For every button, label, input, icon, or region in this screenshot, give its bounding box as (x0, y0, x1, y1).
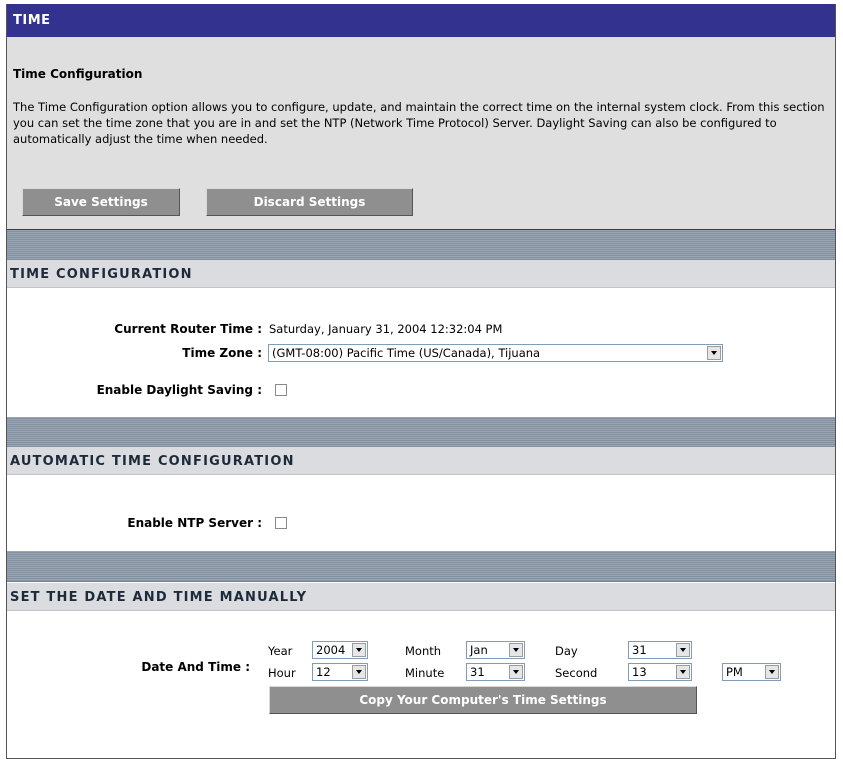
intro-heading: Time Configuration (13, 67, 143, 81)
month-select[interactable] (466, 641, 525, 659)
chevron-down-icon (352, 643, 366, 657)
daylight-saving-checkbox[interactable] (275, 384, 287, 396)
minute-label: Minute (405, 666, 445, 680)
time-zone-select[interactable] (268, 344, 723, 362)
day-label: Day (555, 644, 578, 658)
save-settings-button[interactable]: Save Settings (22, 188, 180, 216)
chevron-down-icon (707, 346, 721, 360)
section-header-automatic-time-configuration: AUTOMATIC TIME CONFIGURATION (7, 447, 835, 475)
section-header-time-configuration: TIME CONFIGURATION (7, 260, 835, 288)
minute-select[interactable] (466, 663, 525, 681)
chevron-down-icon (509, 643, 523, 657)
chevron-down-icon (676, 665, 690, 679)
intro-section (7, 37, 835, 230)
chevron-down-icon (765, 665, 779, 679)
hour-selected-value: 12 (316, 665, 331, 679)
minute-selected-value: 31 (470, 665, 485, 679)
copy-computer-time-button[interactable]: Copy Your Computer's Time Settings (269, 686, 697, 714)
section-divider (7, 551, 835, 582)
chevron-down-icon (509, 665, 523, 679)
am-pm-select[interactable] (722, 663, 781, 681)
chevron-down-icon (676, 643, 690, 657)
ntp-server-label: Enable NTP Server : (127, 516, 262, 530)
current-router-time-value: Saturday, January 31, 2004 12:32:04 PM (269, 322, 503, 336)
section-header-set-date-time-manually: SET THE DATE AND TIME MANUALLY (7, 583, 835, 611)
daylight-saving-label: Enable Daylight Saving : (96, 383, 262, 397)
day-select[interactable] (628, 641, 692, 659)
month-label: Month (405, 644, 442, 658)
section-divider (7, 417, 835, 448)
hour-select[interactable] (312, 663, 368, 681)
second-label: Second (555, 666, 598, 680)
date-and-time-label: Date And Time : (141, 660, 250, 674)
time-zone-label: Time Zone : (182, 346, 262, 360)
time-panel (6, 4, 836, 759)
section-divider (7, 230, 835, 261)
am-pm-selected-value: PM (726, 665, 743, 679)
ntp-server-checkbox[interactable] (275, 517, 287, 529)
discard-settings-button[interactable]: Discard Settings (206, 188, 413, 216)
second-select[interactable] (628, 663, 692, 681)
second-selected-value: 13 (632, 665, 647, 679)
year-select[interactable] (312, 641, 368, 659)
intro-description: The Time Configuration option allows you to configure, update, and maintain the correct time on the internal system clock. From this section you can set the time zone that you are in and set the NTP (Network Time Protocol) Server. Daylight Saving can also be configured to automatically adjust the time when needed. (13, 100, 825, 146)
time-zone-selected-value: (GMT-08:00) Pacific Time (US/Canada), Tijuana (272, 346, 541, 360)
day-selected-value: 31 (632, 643, 647, 657)
hour-label: Hour (268, 666, 296, 680)
year-label: Year (268, 644, 293, 658)
page-title: TIME (7, 4, 835, 37)
month-selected-value: Jan (470, 643, 488, 657)
current-router-time-label: Current Router Time : (114, 322, 262, 336)
year-selected-value: 2004 (316, 643, 346, 657)
chevron-down-icon (352, 665, 366, 679)
